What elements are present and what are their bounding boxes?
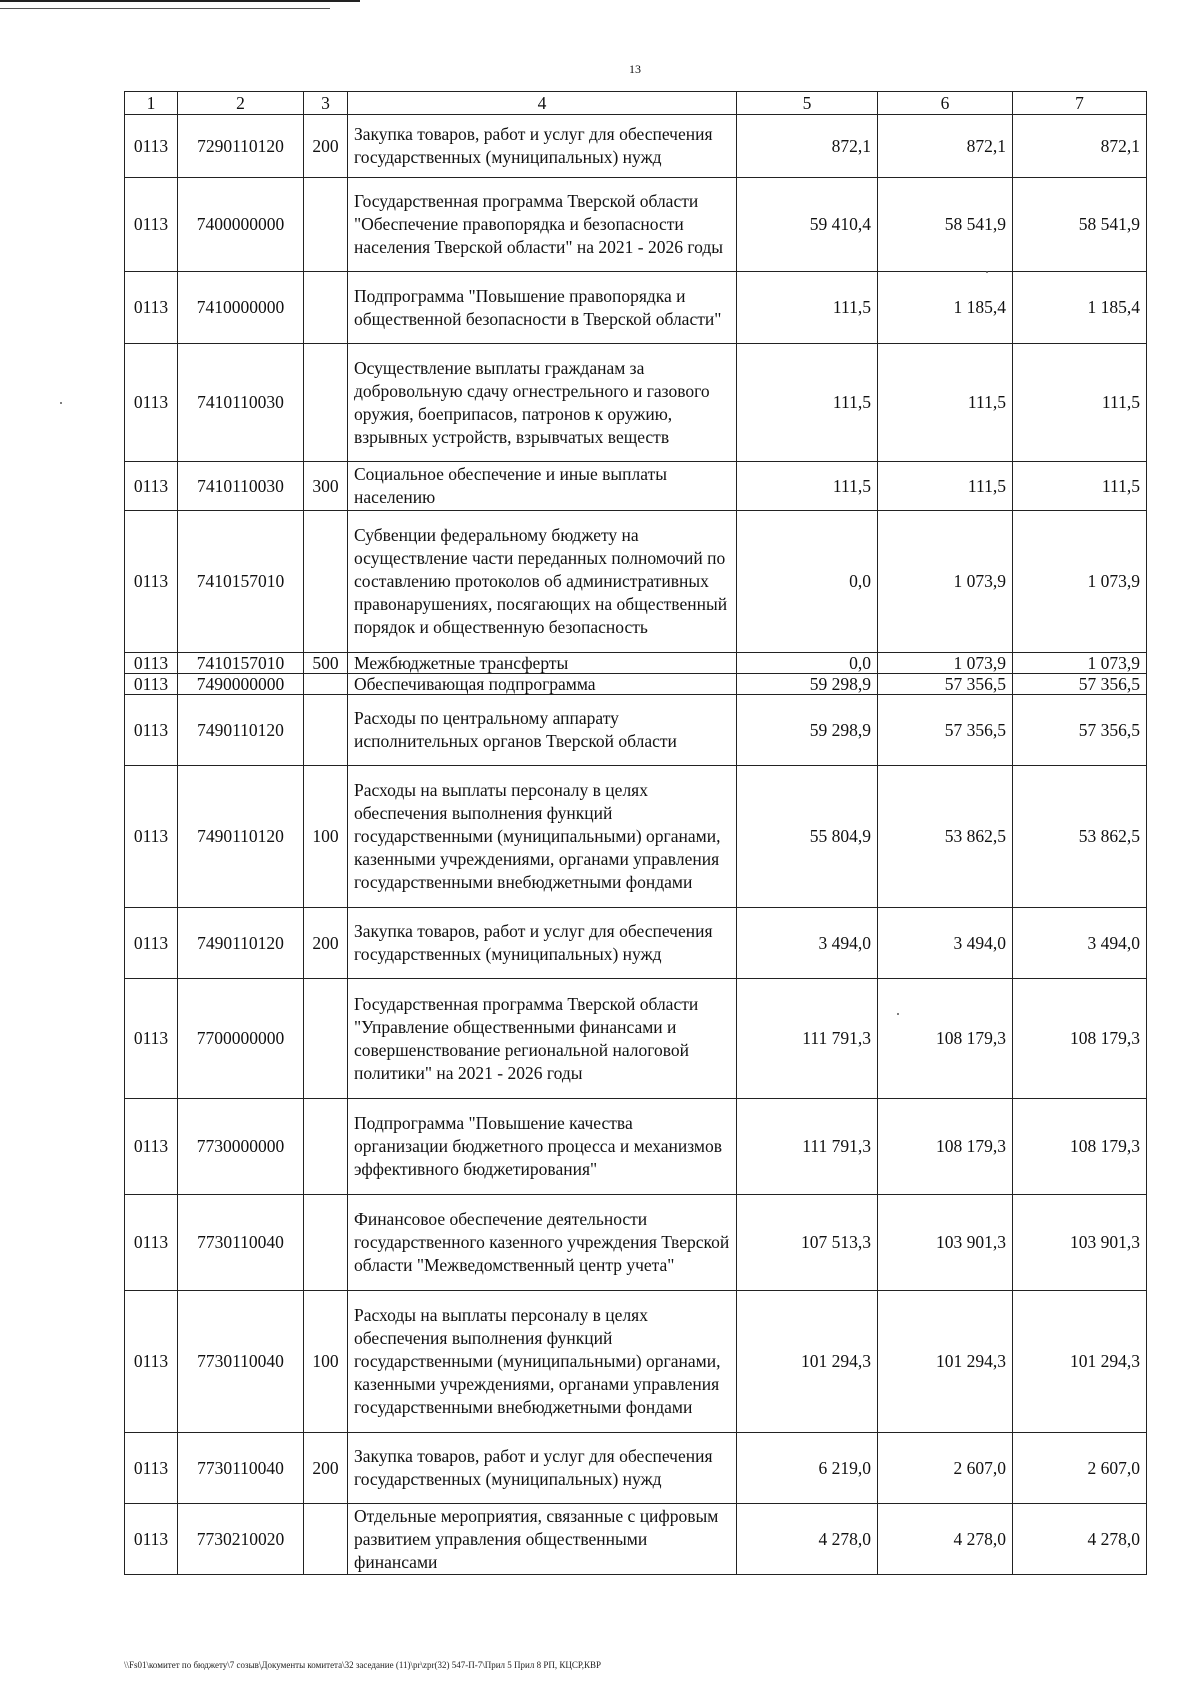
cell-amount-5: 111 791,3 bbox=[737, 979, 878, 1099]
cell-amount-6: 53 862,5 bbox=[878, 766, 1013, 908]
cell-target-article: 7410110030 bbox=[178, 344, 304, 462]
cell-target-article: 7400000000 bbox=[178, 178, 304, 272]
cell-amount-6: 108 179,3 bbox=[878, 1099, 1013, 1195]
table-row bbox=[125, 178, 1147, 272]
cell-expense-type: 100 bbox=[304, 1291, 348, 1433]
cell-target-article: 7730000000 bbox=[178, 1099, 304, 1195]
cell-target-article: 7410157010 bbox=[178, 511, 304, 653]
table-row bbox=[125, 1433, 1147, 1504]
cell-expense-type bbox=[304, 695, 348, 766]
cell-amount-6: 101 294,3 bbox=[878, 1291, 1013, 1433]
budget-table bbox=[124, 91, 1147, 1575]
cell-amount-5: 111,5 bbox=[737, 462, 878, 511]
cell-name: Государственная программа Тверской области "Управление общественными финансами и совершенствование региональной налоговой политики" на 2021 - 2026 годы bbox=[348, 979, 737, 1099]
cell-amount-7: 58 541,9 bbox=[1013, 178, 1147, 272]
cell-section: 0113 bbox=[125, 1433, 178, 1504]
cell-amount-5: 101 294,3 bbox=[737, 1291, 878, 1433]
table-row bbox=[125, 115, 1147, 178]
cell-target-article: 7700000000 bbox=[178, 979, 304, 1099]
cell-expense-type bbox=[304, 344, 348, 462]
cell-amount-6: 108 179,3 bbox=[878, 979, 1013, 1099]
cell-expense-type bbox=[304, 511, 348, 653]
table-row bbox=[125, 272, 1147, 344]
cell-amount-7: 4 278,0 bbox=[1013, 1504, 1147, 1575]
cell-section: 0113 bbox=[125, 511, 178, 653]
cell-amount-7: 872,1 bbox=[1013, 115, 1147, 178]
header-col-7: 7 bbox=[1013, 92, 1147, 115]
cell-name: Расходы по центральному аппарату исполнительных органов Тверской области bbox=[348, 695, 737, 766]
scan-speck bbox=[897, 1013, 899, 1015]
cell-amount-7: 1 073,9 bbox=[1013, 511, 1147, 653]
cell-section: 0113 bbox=[125, 178, 178, 272]
cell-amount-6: 1 073,9 bbox=[878, 511, 1013, 653]
cell-target-article: 7730210020 bbox=[178, 1504, 304, 1575]
cell-name: Подпрограмма "Повышение правопорядка и общественной безопасности в Тверской области" bbox=[348, 272, 737, 344]
cell-expense-type bbox=[304, 272, 348, 344]
cell-amount-5: 59 298,9 bbox=[737, 674, 878, 695]
cell-target-article: 7490110120 bbox=[178, 908, 304, 979]
scan-speck bbox=[986, 271, 988, 273]
top-rule bbox=[0, 0, 360, 2]
cell-name: Осуществление выплаты гражданам за добровольную сдачу огнестрельного и газового оружия, боеприпасов, патронов к оружию, взрывных устройств, взрывчатых веществ bbox=[348, 344, 737, 462]
cell-section: 0113 bbox=[125, 979, 178, 1099]
cell-expense-type: 200 bbox=[304, 1433, 348, 1504]
cell-expense-type: 300 bbox=[304, 462, 348, 511]
cell-name: Расходы на выплаты персоналу в целях обеспечения выполнения функций государственными (муниципальными) органами, казенными учреждениями, органами управления государственными внебюджетными фондами bbox=[348, 1291, 737, 1433]
cell-section: 0113 bbox=[125, 695, 178, 766]
cell-amount-5: 872,1 bbox=[737, 115, 878, 178]
cell-target-article: 7730110040 bbox=[178, 1291, 304, 1433]
cell-target-article: 7410110030 bbox=[178, 462, 304, 511]
table-row bbox=[125, 695, 1147, 766]
table-row bbox=[125, 344, 1147, 462]
header-col-2: 2 bbox=[178, 92, 304, 115]
cell-amount-6: 872,1 bbox=[878, 115, 1013, 178]
cell-section: 0113 bbox=[125, 908, 178, 979]
cell-expense-type bbox=[304, 674, 348, 695]
cell-amount-7: 1 073,9 bbox=[1013, 653, 1147, 674]
cell-name: Финансовое обеспечение деятельности государственного казенного учреждения Тверской области "Межведомственный центр учета" bbox=[348, 1195, 737, 1291]
cell-amount-7: 57 356,5 bbox=[1013, 695, 1147, 766]
cell-name: Подпрограмма "Повышение качества организации бюджетного процесса и механизмов эффективного бюджетирования" bbox=[348, 1099, 737, 1195]
cell-expense-type bbox=[304, 979, 348, 1099]
cell-amount-6: 103 901,3 bbox=[878, 1195, 1013, 1291]
cell-amount-7: 1 185,4 bbox=[1013, 272, 1147, 344]
cell-amount-6: 58 541,9 bbox=[878, 178, 1013, 272]
table-row bbox=[125, 653, 1147, 674]
cell-amount-5: 55 804,9 bbox=[737, 766, 878, 908]
cell-expense-type: 100 bbox=[304, 766, 348, 908]
cell-target-article: 7410157010 bbox=[178, 653, 304, 674]
cell-expense-type bbox=[304, 178, 348, 272]
cell-amount-6: 3 494,0 bbox=[878, 908, 1013, 979]
header-col-4: 4 bbox=[348, 92, 737, 115]
cell-amount-5: 59 298,9 bbox=[737, 695, 878, 766]
header-col-3: 3 bbox=[304, 92, 348, 115]
cell-section: 0113 bbox=[125, 344, 178, 462]
table-row bbox=[125, 979, 1147, 1099]
table-row bbox=[125, 766, 1147, 908]
cell-expense-type: 200 bbox=[304, 115, 348, 178]
cell-name: Социальное обеспечение и иные выплаты населению bbox=[348, 462, 737, 511]
cell-target-article: 7730110040 bbox=[178, 1433, 304, 1504]
cell-name: Закупка товаров, работ и услуг для обеспечения государственных (муниципальных) нужд bbox=[348, 908, 737, 979]
cell-amount-5: 111,5 bbox=[737, 272, 878, 344]
cell-amount-6: 57 356,5 bbox=[878, 674, 1013, 695]
cell-section: 0113 bbox=[125, 1099, 178, 1195]
cell-name: Закупка товаров, работ и услуг для обеспечения государственных (муниципальных) нужд bbox=[348, 1433, 737, 1504]
cell-amount-5: 0,0 bbox=[737, 511, 878, 653]
cell-name: Государственная программа Тверской области "Обеспечение правопорядка и безопасности населения Тверской области" на 2021 - 2026 годы bbox=[348, 178, 737, 272]
cell-amount-7: 57 356,5 bbox=[1013, 674, 1147, 695]
cell-name: Расходы на выплаты персоналу в целях обеспечения выполнения функций государственными (муниципальными) органами, казенными учреждениями, органами управления государственными внебюджетными фондами bbox=[348, 766, 737, 908]
cell-section: 0113 bbox=[125, 766, 178, 908]
cell-amount-7: 53 862,5 bbox=[1013, 766, 1147, 908]
cell-amount-7: 2 607,0 bbox=[1013, 1433, 1147, 1504]
cell-expense-type bbox=[304, 1099, 348, 1195]
cell-target-article: 7490110120 bbox=[178, 766, 304, 908]
top-rule-thin bbox=[0, 8, 330, 9]
cell-expense-type: 500 bbox=[304, 653, 348, 674]
cell-target-article: 7490110120 bbox=[178, 695, 304, 766]
cell-target-article: 7730110040 bbox=[178, 1195, 304, 1291]
cell-amount-6: 111,5 bbox=[878, 462, 1013, 511]
cell-section: 0113 bbox=[125, 674, 178, 695]
cell-amount-5: 111 791,3 bbox=[737, 1099, 878, 1195]
table-row bbox=[125, 908, 1147, 979]
header-col-1: 1 bbox=[125, 92, 178, 115]
cell-amount-6: 4 278,0 bbox=[878, 1504, 1013, 1575]
cell-expense-type bbox=[304, 1195, 348, 1291]
cell-amount-6: 1 073,9 bbox=[878, 653, 1013, 674]
cell-section: 0113 bbox=[125, 272, 178, 344]
cell-expense-type: 200 bbox=[304, 908, 348, 979]
cell-amount-7: 108 179,3 bbox=[1013, 979, 1147, 1099]
cell-amount-7: 111,5 bbox=[1013, 344, 1147, 462]
cell-section: 0113 bbox=[125, 653, 178, 674]
table-row bbox=[125, 1504, 1147, 1575]
cell-amount-5: 59 410,4 bbox=[737, 178, 878, 272]
cell-name: Субвенции федеральному бюджету на осуществление части переданных полномочий по составлению протоколов об административных правонарушениях, посягающих на общественный порядок и общественную безопасность bbox=[348, 511, 737, 653]
cell-name: Закупка товаров, работ и услуг для обеспечения государственных (муниципальных) нужд bbox=[348, 115, 737, 178]
cell-target-article: 7490000000 bbox=[178, 674, 304, 695]
table-row bbox=[125, 1195, 1147, 1291]
cell-amount-6: 2 607,0 bbox=[878, 1433, 1013, 1504]
cell-target-article: 7290110120 bbox=[178, 115, 304, 178]
header-col-6: 6 bbox=[878, 92, 1013, 115]
cell-amount-5: 107 513,3 bbox=[737, 1195, 878, 1291]
table-row bbox=[125, 1291, 1147, 1433]
cell-amount-6: 111,5 bbox=[878, 344, 1013, 462]
cell-amount-6: 1 185,4 bbox=[878, 272, 1013, 344]
cell-amount-5: 111,5 bbox=[737, 344, 878, 462]
cell-section: 0113 bbox=[125, 1291, 178, 1433]
cell-amount-7: 103 901,3 bbox=[1013, 1195, 1147, 1291]
table-row bbox=[125, 462, 1147, 511]
header-row bbox=[125, 92, 1147, 115]
cell-section: 0113 bbox=[125, 115, 178, 178]
cell-name: Обеспечивающая подпрограмма bbox=[348, 674, 737, 695]
cell-amount-7: 101 294,3 bbox=[1013, 1291, 1147, 1433]
cell-amount-7: 111,5 bbox=[1013, 462, 1147, 511]
cell-amount-7: 108 179,3 bbox=[1013, 1099, 1147, 1195]
cell-target-article: 7410000000 bbox=[178, 272, 304, 344]
cell-amount-6: 57 356,5 bbox=[878, 695, 1013, 766]
cell-name: Межбюджетные трансферты bbox=[348, 653, 737, 674]
cell-expense-type bbox=[304, 1504, 348, 1575]
table-row bbox=[125, 674, 1147, 695]
cell-section: 0113 bbox=[125, 462, 178, 511]
cell-name: Отдельные мероприятия, связанные с цифровым развитием управления общественными финансами bbox=[348, 1504, 737, 1575]
cell-section: 0113 bbox=[125, 1195, 178, 1291]
table-row bbox=[125, 1099, 1147, 1195]
header-col-5: 5 bbox=[737, 92, 878, 115]
page-number: 13 bbox=[629, 62, 641, 76]
cell-amount-5: 3 494,0 bbox=[737, 908, 878, 979]
cell-amount-7: 3 494,0 bbox=[1013, 908, 1147, 979]
footer-file-path: \\Fs01\комитет по бюджету\7 созыв\Документы комитета\32 заседание (11)\pr\zpr(32) 547-П-7\Прил 5 Прил 8 РП, КЦСР,КВР bbox=[124, 1660, 601, 1670]
cell-amount-5: 4 278,0 bbox=[737, 1504, 878, 1575]
cell-amount-5: 0,0 bbox=[737, 653, 878, 674]
scan-speck bbox=[60, 402, 62, 404]
table-row bbox=[125, 511, 1147, 653]
cell-section: 0113 bbox=[125, 1504, 178, 1575]
cell-amount-5: 6 219,0 bbox=[737, 1433, 878, 1504]
